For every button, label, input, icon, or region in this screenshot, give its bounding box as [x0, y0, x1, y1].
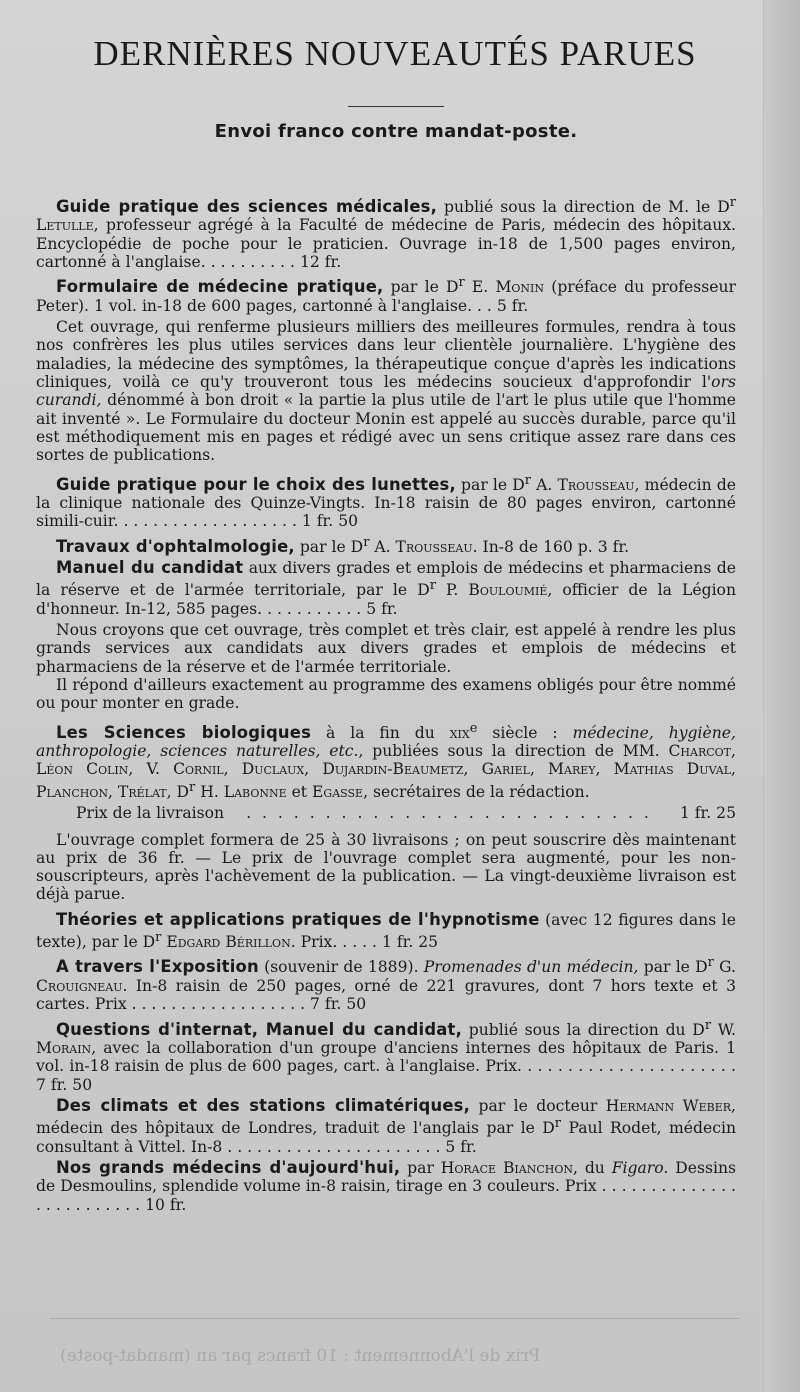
page-subtitle: Envoi franco contre mandat-poste.	[214, 121, 578, 142]
entry-title: Formulaire de médecine pratique,	[56, 277, 384, 297]
entry-author: W. Morain	[36, 1020, 736, 1058]
catalog-entry: Théories et applications pratiques de l'hypnotisme (avec 12 figures dans le texte), par le $D^r$ Edgard Bérillon. Prix. . . . . 1 fr. 25	[36, 909, 736, 952]
page-bottom-rule	[50, 1318, 740, 1319]
entry-author: Letulle	[36, 216, 94, 235]
catalog-entry: Formulaire de médecine pratique, par le $D^r$ E. Monin (préface du professeur Peter). 1 vol. in-18 de 600 pages, cartonné à l'anglaise. . . 5 fr.	[36, 275, 736, 315]
catalog-entry: Guide pratique des sciences médicales, publié sous la direction de M. le $D^r$ Letulle, professeur agrégé à la Faculté de médecine de Paris, médecin des hôpitaux. Encyclopédie de poche pour le praticien. Ouvrage in-18 de 1,500 pages environ, cartonné à l'anglaise. . . . . . . . . . 12 fr.	[36, 195, 736, 272]
entry-price: 1 fr. 25	[381, 933, 439, 952]
catalog-entry: Guide pratique pour le choix des lunettes, par le $D^r$ A. Trousseau, médecin de la clinique nationale des Quinze-Vingts. In-18 raisin de 80 pages environ, cartonné simili-cuir. . . . . . . . . . . . . . . . . . . 1 fr. 50	[36, 472, 737, 531]
entry-title: Des climats et des stations climatériques,	[56, 1095, 471, 1115]
entry-price: 5 fr.	[366, 599, 398, 618]
entry-author: A. Trousseau	[530, 475, 635, 494]
catalog-entry: Des climats et des stations climatériques, par le docteur Hermann Weber, médecin des hôpitaux de Londres, traduit de l'anglais par le $D^r$ Paul Rodet, médecin consultant à Vittel. In-8 . . . . . . . . . . . . . . . . . . . . . . 5 fr.	[36, 1095, 736, 1156]
entry-price: 5 fr.	[496, 296, 529, 315]
catalog-entry: Manuel du candidat aux divers grades et emplois de médecins et pharmaciens de la réserve et de l'armée territoriale, par le $D^r$ P. Bouloumié, officier de la Légion d'honneur. In-12, 585 pages. . . . . . . . . . . 5 fr.	[36, 558, 736, 618]
entry-title: Guide pratique pour le choix des lunettes,	[56, 474, 456, 494]
entry-price: 12 fr.	[299, 253, 342, 272]
entry-price: 10 fr.	[145, 1195, 187, 1214]
entry-title: Manuel du candidat	[56, 558, 244, 578]
entry-title: A travers l'Exposition	[56, 957, 259, 977]
catalog-entry: A travers l'Exposition (souvenir de 1889). Promenades d'un médecin, par le $D^r$ G. Crouigneau. In-8 raisin de 250 pages, orné de 221 gravures, dont 7 hors texte et 3 cartes. Prix . . . . . . . . . . . . . . . . . . 7 fr. 50	[36, 955, 736, 1014]
price-line: Prix de la livraison . . . 1 fr. 25	[36, 804, 736, 822]
entry-title: Questions d'internat, Manuel du candidat,	[56, 1019, 463, 1039]
entry-price: 7 fr. 50	[36, 1075, 93, 1094]
catalog-entry: Nos grands médecins d'aujourd'hui, par Horace Bianchon, du Figaro. Dessins de Desmoulins, splendide volume in-8 raisin, tirage en 3 couleurs. Prix . . . . . . . . . . . . . . . . . . . . . . . . . 10 fr.	[36, 1158, 736, 1214]
entry-description: Il répond d'ailleurs exactement au programme des examens obligés pour être nommé ou pour monter en grade.	[36, 676, 736, 713]
entry-price: 1 fr. 25	[679, 804, 736, 823]
title-divider	[348, 106, 444, 107]
entry-description: Nous croyons que cet ouvrage, très complet et très clair, est appelé à rendre les plus grands services aux candidats aux divers grades et emplois de médecins et pharmaciens de la réserve et de l'armée territoriale.	[36, 621, 736, 676]
catalog-body	[36, 194, 736, 1214]
catalog-entry: Questions d'internat, Manuel du candidat, publié sous la direction du $D^r$ W. Morain, avec la collaboration d'un groupe d'anciens internes des hôpitaux de Paris. 1 vol. in-18 raisin de plus de 600 pages, cart. à l'anglaise. Prix. . . . . . . . . . . . . . . . . . . . . . 7 fr. 50	[36, 1017, 736, 1094]
entry-title: Nos grands médecins d'aujourd'hui,	[56, 1158, 401, 1178]
entry-price: 5 fr.	[445, 1137, 477, 1156]
entry-author: Hermann Weber	[605, 1096, 732, 1115]
entry-author: Horace Bianchon	[440, 1159, 573, 1178]
catalog-entry: Travaux d'ophtalmologie, par le $D^r$ A. Trousseau. In-8 de 160 p. 3 fr.	[56, 534, 630, 556]
entry-title: Guide pratique des sciences médicales,	[56, 197, 438, 217]
page-edge	[763, 0, 800, 1392]
entry-title: Les Sciences biologiques	[56, 722, 312, 742]
entry-author: P. Bouloumié	[435, 581, 548, 600]
entry-title: Théories et applications pratiques de l'hypnotisme	[56, 909, 540, 929]
entry-author: G. Crouigneau	[36, 958, 736, 995]
entry-author: Edgard Bérillon	[161, 933, 291, 952]
entry-author: E. Monin	[464, 278, 545, 297]
entry-author: A. Trousseau	[369, 537, 473, 556]
entry-price: 7 fr. 50	[310, 995, 367, 1014]
bleed-through-text: Prix de l'Abonnement : 10 francs par an (mandat-poste)	[60, 1346, 541, 1366]
entry-author: Charcot, Léon Colin, V. Cornil, Duclaux, Dujardin-Beaumetz, Gariel, Marey, Mathias Duval, Planchon, Trélat, D	[36, 742, 736, 801]
entry-price: 3 fr.	[597, 537, 630, 556]
entry-description: Cet ouvrage, qui renferme plusieurs milliers des meilleures formules, rendra à tous nos confrères les plus utiles services dans leur clientèle journalière. L'hygiène des maladies, la médecine des symptômes, la thérapeutique conçue d'après les indications cliniques, voilà ce qu'y trouveront tous les médecins soucieux d'approfondir l'ors curandi, dénommé à bon droit « la partie la plus utile de l'art le plus utile que l'homme ait inventé ». Le Formulaire du docteur Monin est appelé au succès durable, parce qu'il est méthodiquement mis en pages et rédigé avec un sens critique assez rare dans ces sortes de publications.	[36, 318, 736, 465]
entry-description: L'ouvrage complet formera de 25 à 30 livraisons ; on peut souscrire dès maintenant au prix de 36 fr. — Le prix de l'ouvrage complet sera augmenté, pour les non-souscripteurs, après l'achèvement de la publication. — La vingt-deuxième livraison est déjà parue.	[36, 830, 736, 904]
entry-title: Travaux d'ophtalmologie,	[56, 536, 295, 556]
entry-price: 1 fr. 50	[301, 512, 359, 531]
catalog-entry: Les Sciences biologiques à la fin du xix$^e$ siècle : médecine, hygiène, anthropologie, sciences naturelles, etc., publiées sous la direction de MM. Charcot, Léon Colin, V. Cornil, Duclaux, Dujardin-Beaumetz, Gariel, Marey, Mathias Duval, Planchon, Trélat, $D^r$ H. Labonne et Egasse, secrétaires de la rédaction.	[36, 720, 736, 801]
page-title: DERNIÈRES NOUVEAUTÉS PARUES	[93, 34, 697, 73]
